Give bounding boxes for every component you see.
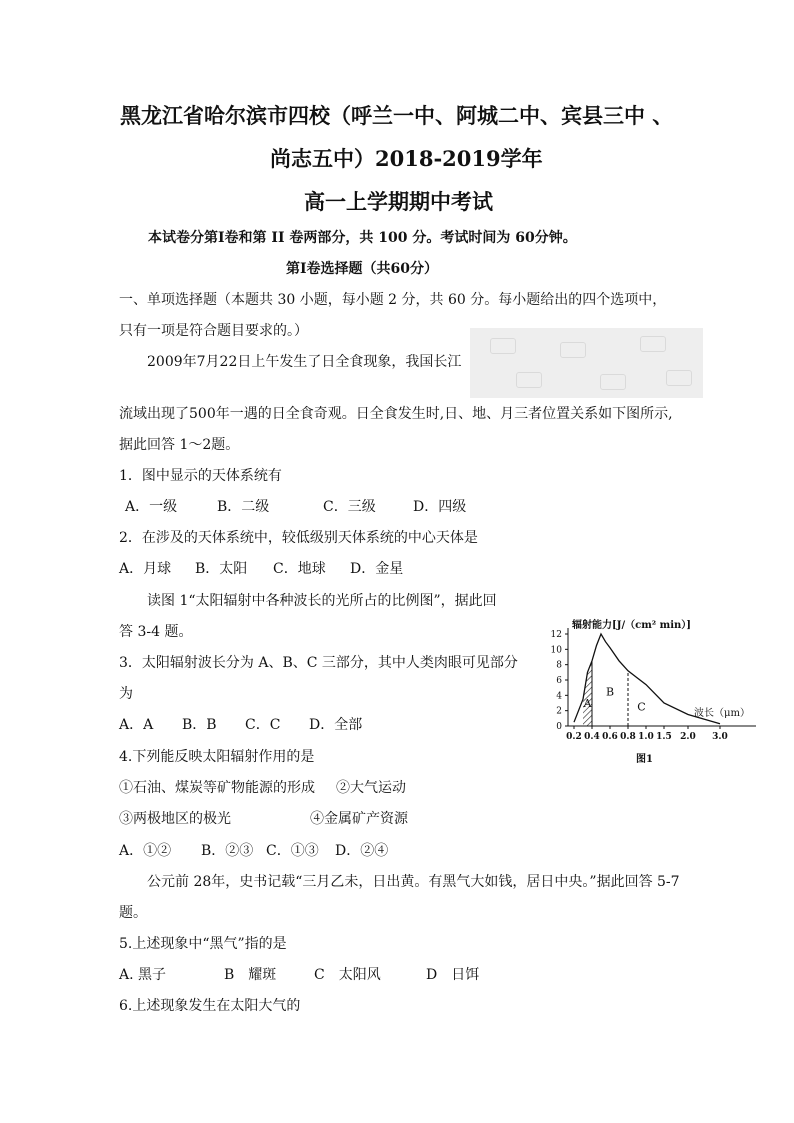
chart-y-tick-label: 4	[556, 691, 562, 702]
chart-y-tick-label: 0	[556, 722, 562, 732]
q3-stem-line-2: 为	[119, 686, 133, 702]
chart-x-tick-label: 1.5	[656, 732, 672, 742]
section-title: 第Ⅰ卷选择题（共60分）	[286, 261, 439, 277]
chart-y-tick-label: 10	[550, 645, 562, 656]
passage2-line-1: 读图 1“太阳辐射中各种波长的光所占的比例图”，据此回	[147, 593, 497, 609]
chart-x-tick-label: 0.4	[584, 732, 600, 742]
passage2-line-2: 答 3-4 题。	[119, 624, 193, 640]
passage1-line-3: 据此回答 1～2题。	[119, 437, 240, 453]
chart-region-label: C	[637, 700, 646, 714]
q1-stem: 1．图中显示的天体系统有	[119, 468, 282, 484]
q4-option-a[interactable]: A．①②	[119, 843, 172, 859]
chart-title: 辐射能力[J/（cm² min）]	[572, 620, 692, 631]
q6-stem: 6.上述现象发生在太阳大气的	[119, 998, 301, 1014]
q4-item-4: ④金属矿产资源	[310, 811, 408, 827]
chart-y-tick-label: 2	[556, 706, 562, 717]
q3-option-a[interactable]: A．A	[119, 717, 154, 733]
passage3-line-2: 题。	[119, 905, 147, 921]
q4-item-2: ②大气运动	[336, 780, 406, 796]
chart-x-tick-label: 0.6	[602, 732, 618, 742]
q5-stem: 5.上述现象中“黑气”指的是	[119, 936, 287, 952]
q1-option-a[interactable]: A．一级	[125, 499, 178, 515]
q2-option-a[interactable]: A．月球	[119, 561, 172, 577]
chart-y-tick-label: 6	[556, 676, 562, 686]
passage1-line-2: 流域出现了500年一遇的日全食奇观。日全食发生时,日、地、月三者位置关系如下图所示,	[119, 406, 673, 422]
chart-caption: 图1	[636, 754, 653, 765]
q3-option-b[interactable]: B．B	[182, 717, 217, 733]
q2-option-b[interactable]: B．太阳	[195, 561, 248, 577]
q5-option-c[interactable]: C 太阳风	[314, 967, 381, 983]
chart-y-tick-label: 8	[556, 660, 562, 671]
instructions-line-2: 只有一项是符合题目要求的。）	[119, 323, 308, 339]
q5-option-a[interactable]: A. 黑子	[119, 967, 167, 983]
chart-x-tick-label: 0.8	[620, 732, 636, 742]
q3-option-d[interactable]: D．全部	[309, 717, 363, 733]
title-line-3: 高一上学期期中考试	[304, 189, 493, 214]
q4-option-b[interactable]: B．②③	[201, 843, 254, 859]
chart-x-tick-label: 2.0	[680, 732, 696, 742]
q5-option-b[interactable]: B 耀斑	[224, 967, 277, 983]
q3-option-c[interactable]: C．C	[245, 717, 281, 733]
chart-y-tick-label: 12	[550, 630, 562, 640]
q1-option-c[interactable]: C．三级	[323, 499, 376, 515]
chart-region-label: A	[583, 696, 592, 710]
chart-x-tick-label: 3.0	[712, 732, 728, 742]
radiation-chart	[538, 616, 760, 776]
q3-stem-line-1: 3．太阳辐射波长分为 A、B、C 三部分，其中人类肉眼可见部分	[119, 655, 518, 671]
q2-option-c[interactable]: C．地球	[273, 561, 326, 577]
q4-option-d[interactable]: D．②④	[335, 843, 389, 859]
chart-x-tick-label: 1.0	[638, 732, 654, 742]
q4-item-3: ③两极地区的极光	[119, 811, 231, 827]
title-line-1: 黑龙江省哈尔滨市四校（呼兰一中、阿城二中、宾县三中 、	[120, 103, 674, 128]
title-line-2: 尚志五中）2018-2019学年	[270, 146, 543, 171]
diagram-placeholder-image	[470, 328, 703, 398]
passage1-line-1: 2009年7月22日上午发生了日全食现象，我国长江	[147, 354, 462, 370]
chart-x-tick-label: 0.2	[566, 732, 582, 742]
q4-option-c[interactable]: C．①③	[266, 843, 319, 859]
q1-option-d[interactable]: D．四级	[413, 499, 467, 515]
chart-region-label: B	[605, 685, 615, 699]
q2-option-d[interactable]: D．金星	[350, 561, 404, 577]
q4-item-1: ①石油、煤炭等矿物能源的形成	[119, 780, 315, 796]
q2-stem: 2．在涉及的天体系统中，较低级别天体系统的中心天体是	[119, 530, 478, 546]
q1-option-b[interactable]: B．二级	[217, 499, 270, 515]
exam-intro: 本试卷分第Ⅰ卷和第 II 卷两部分，共 100 分。考试时间为 60分钟。	[148, 230, 577, 246]
q5-option-d[interactable]: D 日饵	[426, 967, 480, 983]
passage3-line-1: 公元前 28年，史书记载“三月乙未，日出黄。有黑气大如钱，居日中央。”据此回答 5-7	[147, 874, 680, 890]
instructions-line-1: 一、单项选择题（本题共 30 小题，每小题 2 分，共 60 分。每小题给出的四个选项中，	[119, 292, 667, 308]
q4-stem: 4.下列能反映太阳辐射作用的是	[119, 749, 315, 765]
chart-x-label: 波长（μm）	[694, 708, 750, 719]
